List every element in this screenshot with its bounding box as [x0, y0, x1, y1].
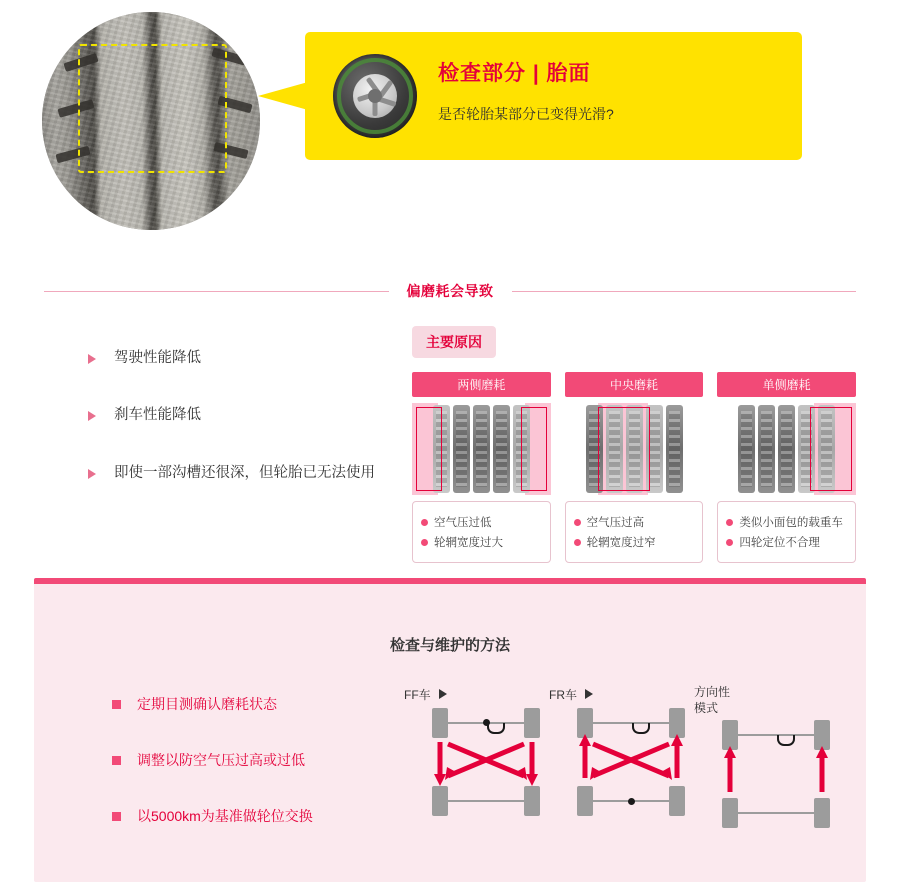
cause-card-title: 单侧磨耗: [717, 372, 856, 397]
cause-card-shoulder-wear: [412, 372, 551, 563]
maintenance-list: [112, 694, 412, 862]
list-item-label: 轮辋宽度过大: [434, 537, 503, 549]
dot-bullet-icon: [726, 539, 733, 546]
list-item-label: 刹车性能降低: [114, 407, 201, 424]
rotation-arrows: [722, 720, 830, 828]
rotation-label: [404, 684, 554, 704]
cause-card-title: 中央磨耗: [565, 372, 704, 397]
cause-card-title: 两侧磨耗: [412, 372, 551, 397]
cause-card-center-wear: [565, 372, 704, 563]
play-triangle-icon: [585, 689, 593, 699]
consequences-list: [88, 350, 408, 522]
list-item-label: 驾驶性能降低: [114, 350, 201, 366]
list-item: [112, 694, 412, 714]
rotation-arrows: [432, 708, 540, 816]
rotation-diagram-directional: [694, 684, 844, 828]
car-top-view: [577, 708, 685, 816]
cause-reason-list: [412, 501, 551, 563]
dot-bullet-icon: [574, 539, 581, 546]
tread-close-up-photo: [42, 12, 260, 230]
tread-highlight-box: [78, 44, 227, 173]
rotation-label-line2: 模式: [694, 701, 719, 716]
list-item: [88, 407, 408, 424]
tire-wear-diagram: [412, 403, 551, 495]
square-bullet-icon: [112, 756, 121, 765]
list-item-label: 以5000km为基准做轮位交换: [137, 808, 313, 824]
list-item: [112, 750, 412, 770]
rotation-label: [694, 684, 844, 716]
square-bullet-icon: [112, 812, 121, 821]
callout-arrow: [258, 82, 308, 110]
car-top-view: [432, 708, 540, 816]
list-item: [88, 465, 408, 482]
divider-line-right: [512, 291, 857, 292]
list-item: [726, 514, 847, 530]
main-causes-panel: [412, 326, 856, 563]
dot-bullet-icon: [574, 519, 581, 526]
list-item-label: 四轮定位不合理: [739, 537, 820, 549]
list-item: [726, 534, 847, 550]
callout-subtitle: 是否轮胎某部分已变得光滑?: [438, 106, 614, 122]
dot-bullet-icon: [726, 519, 733, 526]
cause-reason-list: [565, 501, 704, 563]
maintenance-panel: [34, 578, 866, 882]
rotation-label-text: FR车: [549, 687, 577, 702]
triangle-bullet-icon: [88, 411, 96, 421]
triangle-bullet-icon: [88, 469, 96, 479]
cause-reason-list: [717, 501, 856, 563]
list-item-label: 空气压过高: [586, 517, 645, 529]
play-triangle-icon: [439, 689, 447, 699]
dot-bullet-icon: [421, 519, 428, 526]
list-item-label: 空气压过低: [434, 517, 492, 529]
rotation-diagram-fr: [549, 684, 699, 816]
tire-wear-diagram: [717, 403, 856, 495]
section-divider: [44, 280, 856, 302]
car-top-view: [722, 720, 830, 828]
list-item-label: 定期目测确认磨耗状态: [137, 696, 277, 712]
list-item-label: 类似小面包的载重车: [739, 517, 843, 529]
uneven-wear-section: [0, 262, 900, 552]
callout-banner: [305, 32, 802, 160]
rotation-arrows: [577, 708, 685, 816]
square-bullet-icon: [112, 700, 121, 709]
callout-title: 检查部分 | 胎面: [438, 62, 591, 85]
cause-card-group: [412, 372, 856, 563]
cause-card-one-side-wear: [717, 372, 856, 563]
list-item: [574, 514, 695, 530]
divider-line-left: [44, 291, 389, 292]
rotation-label-line1: 方向性: [694, 685, 731, 699]
list-item: [88, 350, 408, 367]
list-item-label: 调整以防空气压过高或过低: [137, 752, 305, 768]
rotation-label-text: FF车: [404, 687, 431, 702]
rotation-diagram-ff: [404, 684, 554, 816]
list-item: [574, 534, 695, 550]
list-item-label: 轮辋宽度过窄: [586, 537, 656, 549]
list-item: [421, 534, 542, 550]
list-item: [421, 514, 542, 530]
tread-callout-section: [0, 0, 900, 262]
list-item: [112, 806, 412, 826]
dot-bullet-icon: [421, 539, 428, 546]
panel-title: 检查与维护的方法: [389, 637, 510, 654]
tire-wear-diagram: [565, 403, 704, 495]
triangle-bullet-icon: [88, 354, 96, 364]
rotation-label: [549, 684, 699, 704]
status-badge: 主要原因: [412, 326, 496, 358]
section-title: 偏磨耗会导致: [406, 283, 494, 299]
tire-icon: [333, 54, 417, 138]
list-item-label: 即使一部沟槽还很深，但轮胎已无法使用: [114, 464, 375, 481]
